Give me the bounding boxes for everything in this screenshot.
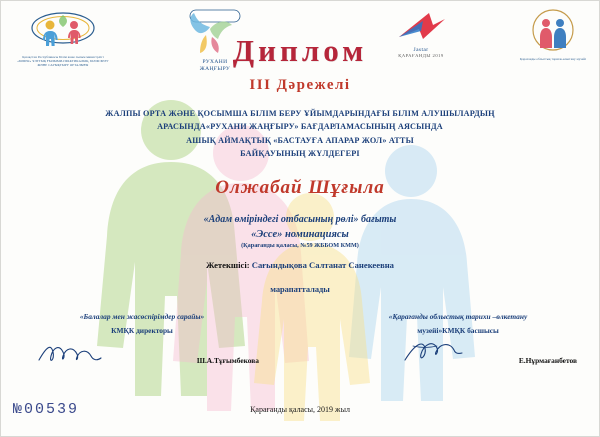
competition-description <box>1 107 599 161</box>
jastar-logo-line2: ҚАРАҒАНДЫ 2019 <box>398 53 444 58</box>
serial-prefix: № <box>13 401 25 418</box>
signature-area <box>17 338 267 368</box>
bobek-logo-caption: Қазақстан Республикасы Білім және ғылым министрлігі «БӨБЕК» ҰЛТТЫҚ ҒЫЛЫМИ-ПРАКТИКАЛЫҚ, БІЛІМ БЕРУ ЖӘНЕ САУЫҚТЫРУ ОРТАЛЫҒЫ <box>17 55 109 67</box>
signature-block-left <box>17 311 267 368</box>
degree-label: III Дәрежелі <box>249 76 351 93</box>
recipient-name: Олжабай Шұғыла <box>215 176 385 198</box>
signer-name: Е.Нұрмағанбетов <box>518 356 577 366</box>
serial-value: 00539 <box>24 401 80 418</box>
ruhani-zhangyru-line1: РУХАНИ <box>202 59 228 65</box>
signer-organization: «Қарағанды облыстық тарихи –өлкетану <box>388 312 528 321</box>
description-line: АРАСЫНДА«РУХАНИ ЖАҢҒЫРУ» БАҒДАРЛАМАСЫНЫҢ АЯСЫНДА <box>157 122 443 132</box>
mentor-label: Жетекшісі: <box>206 259 250 270</box>
description-line: АШЫҚ АЙМАҚТЫҚ «БАСТАУҒА АПАРАР ЖОЛ» АТТЫ <box>186 135 414 145</box>
jastar-logo-line1: Jastar <box>413 47 429 53</box>
signature-block-right <box>333 311 583 368</box>
description-line: ЖАЛПЫ ОРТА ЖӘНЕ ҚОСЫМША БІЛІМ БЕРУ ҰЙЫМДАРЫНДАҒЫ БІЛІМ АЛУШЫЛАРДЫҢ <box>105 108 495 118</box>
ruhani-zhangyru-line2: ЖАҢҒЫРУ <box>199 66 231 72</box>
certificate-body <box>1 1 599 294</box>
awarded-text: марапатталады <box>270 284 330 294</box>
signer-name: Ш.А.Тұғымбекова <box>196 356 259 366</box>
signer-role: КМҚК директоры <box>111 326 173 336</box>
signer-role: музейі»КМҚК басшысы <box>417 326 499 336</box>
place-and-year: Қарағанды қаласы, 2019 жыл <box>250 405 350 414</box>
page-title: Диплом <box>232 33 368 68</box>
mentor-name: Сағындықова Салтанат Санекеевна <box>251 259 394 270</box>
nomination-name: «Эссе» номинациясы <box>251 228 349 240</box>
nomination-direction: «Адам өміріндегі отбасының рөлі» бағыты <box>203 213 397 225</box>
signer-organization: «Балалар мен жасөспірімдер сарайы» <box>79 312 205 321</box>
signature-row <box>1 311 599 368</box>
school-info: (Қарағанды қаласы, №59 ЖББОМ КММ) <box>241 241 359 249</box>
handwritten-signature-icon <box>35 340 113 366</box>
description-line: БАЙҚАУЫНЫҢ ЖҮЛДЕГЕРІ <box>240 149 360 159</box>
signature-area <box>333 338 583 368</box>
museum-logo-caption: Қарағанды облыстық тарихи-өлкетану музейі <box>519 57 587 61</box>
mentor-line <box>1 260 599 270</box>
handwritten-signature-icon <box>403 338 473 364</box>
